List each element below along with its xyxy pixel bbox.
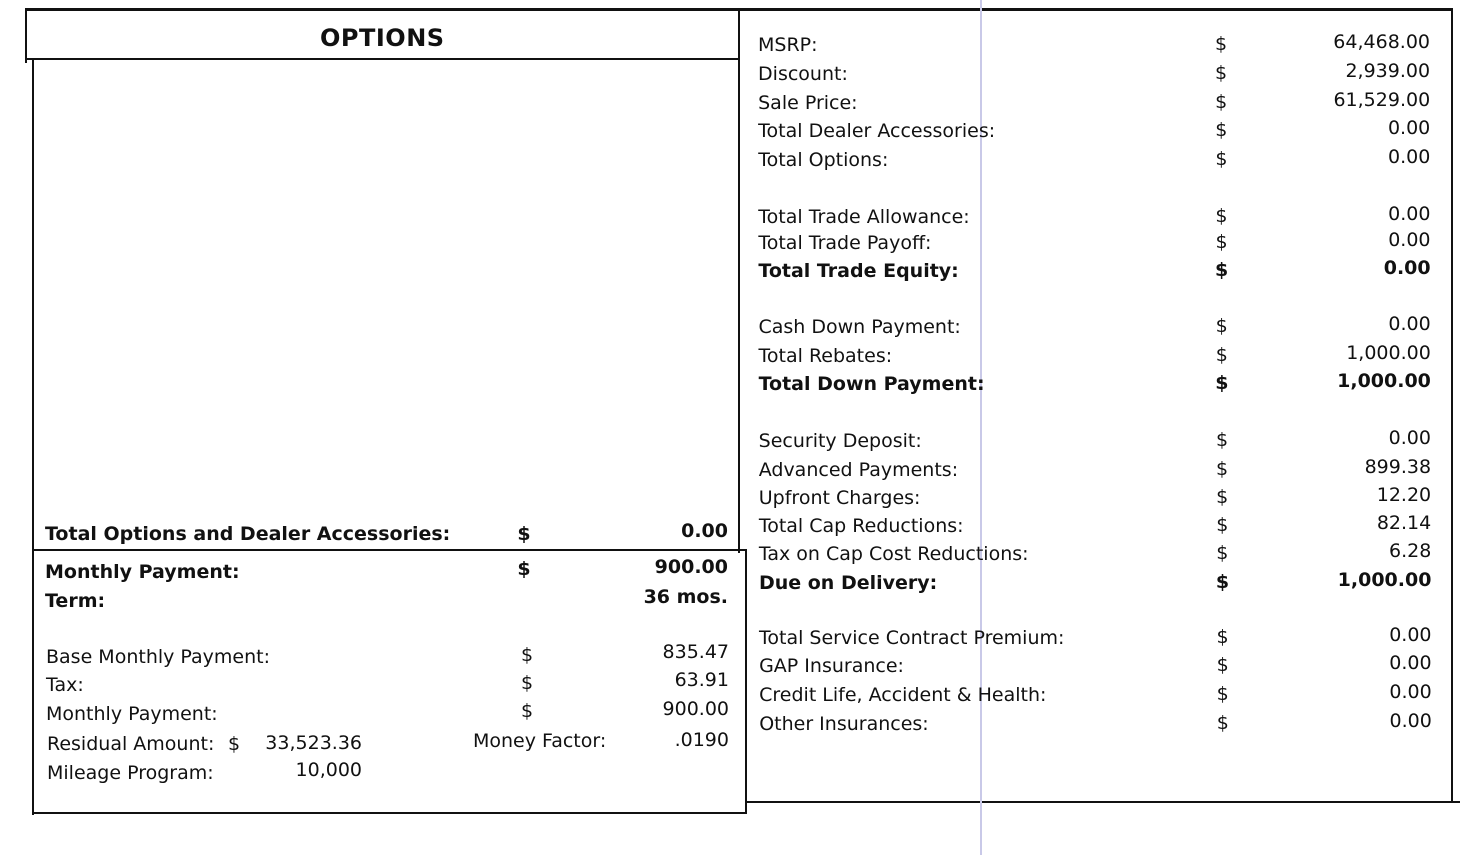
- outer-right-border: [1451, 8, 1453, 803]
- total-service-contract-premium-value: 0.00: [1389, 624, 1432, 646]
- options-total-value: 0.00: [681, 520, 728, 542]
- tax-on-cap-cost-reductions-value: 6.28: [1389, 540, 1432, 562]
- options-total-separator: [32, 549, 747, 551]
- credit-life-accident-health-label: Credit Life, Accident & Health:: [759, 684, 1047, 706]
- monthly-payment-breakdown-currency: $: [520, 700, 534, 722]
- mileage-program-label: Mileage Program:: [47, 762, 214, 784]
- total-options-label: Total Options:: [758, 149, 889, 171]
- total-down-payment-value: 1,000.00: [1337, 370, 1431, 392]
- msrp-currency: $: [1214, 33, 1228, 55]
- tax-label: Tax:: [46, 674, 84, 696]
- monthly-payment-currency: $: [517, 558, 531, 580]
- total-trade-equity-label: Total Trade Equity:: [758, 260, 959, 282]
- total-service-contract-premium-currency: $: [1216, 626, 1229, 648]
- total-down-payment-label: Total Down Payment:: [758, 373, 985, 395]
- total-trade-payoff-currency: $: [1215, 231, 1228, 253]
- cash-down-payment-currency: $: [1215, 315, 1228, 337]
- upfront-charges-currency: $: [1216, 486, 1229, 508]
- sale-price-value: 61,529.00: [1333, 89, 1431, 111]
- due-on-delivery-label: Due on Delivery:: [758, 572, 938, 594]
- total-cap-reductions-currency: $: [1216, 514, 1229, 536]
- gap-insurance-currency: $: [1216, 654, 1229, 676]
- credit-life-accident-health-value: 0.00: [1389, 681, 1432, 703]
- money-factor-value: .0190: [674, 729, 729, 751]
- total-trade-allowance-value: 0.00: [1388, 203, 1431, 225]
- cash-down-payment-label: Cash Down Payment:: [758, 316, 961, 338]
- gap-insurance-label: GAP Insurance:: [759, 655, 904, 677]
- term-value: 36 mos.: [643, 586, 728, 608]
- cash-down-payment-value: 0.00: [1388, 313, 1431, 335]
- security-deposit-label: Security Deposit:: [758, 430, 922, 452]
- advanced-payments-currency: $: [1216, 458, 1229, 480]
- monthly-payment-breakdown-label: Monthly Payment:: [46, 703, 218, 725]
- total-trade-allowance-label: Total Trade Allowance:: [758, 206, 970, 228]
- total-rebates-label: Total Rebates:: [758, 345, 893, 367]
- options-header-bottom: [25, 58, 738, 60]
- security-deposit-currency: $: [1215, 429, 1229, 451]
- total-trade-equity-value: 0.00: [1383, 257, 1431, 279]
- discount-value: 2,939.00: [1345, 60, 1431, 82]
- monthly-payment-value: 900.00: [654, 556, 728, 578]
- total-cap-reductions-value: 82.14: [1376, 512, 1432, 534]
- center-divider-lower: [745, 550, 747, 812]
- advanced-payments-value: 899.38: [1364, 456, 1432, 478]
- total-rebates-currency: $: [1215, 344, 1228, 366]
- residual-amount-value: 33,523.36: [265, 732, 362, 754]
- total-dealer-accessories-currency: $: [1215, 119, 1228, 141]
- residual-amount-label: Residual Amount:: [47, 733, 215, 755]
- upfront-charges-label: Upfront Charges:: [758, 487, 921, 509]
- due-on-delivery-currency: $: [1215, 571, 1230, 593]
- bottom-border-left: [32, 812, 747, 814]
- gap-insurance-value: 0.00: [1389, 652, 1432, 674]
- total-down-payment-currency: $: [1215, 372, 1229, 394]
- total-service-contract-premium-label: Total Service Contract Premium:: [759, 627, 1065, 649]
- total-options-value: 0.00: [1388, 146, 1431, 168]
- base-monthly-payment-label: Base Monthly Payment:: [46, 646, 271, 668]
- center-divider: [738, 8, 740, 553]
- money-factor-label: Money Factor:: [473, 730, 607, 752]
- outer-left-border-top: [25, 8, 27, 63]
- total-trade-allowance-currency: $: [1215, 205, 1228, 227]
- total-trade-equity-currency: $: [1215, 259, 1229, 281]
- total-dealer-accessories-value: 0.00: [1387, 117, 1431, 139]
- base-monthly-payment-value: 835.47: [662, 641, 729, 663]
- total-rebates-value: 1,000.00: [1346, 342, 1431, 364]
- total-trade-payoff-value: 0.00: [1388, 229, 1431, 251]
- msrp-value: 64,468.00: [1333, 31, 1430, 53]
- other-insurances-value: 0.00: [1389, 710, 1432, 732]
- options-total-label: Total Options and Dealer Accessories:: [45, 523, 451, 545]
- total-dealer-accessories-label: Total Dealer Accessories:: [758, 120, 996, 142]
- discount-label: Discount:: [758, 63, 848, 85]
- other-insurances-currency: $: [1216, 712, 1229, 734]
- residual-amount-currency: $: [227, 733, 241, 755]
- credit-life-accident-health-currency: $: [1216, 683, 1229, 705]
- bottom-border-right: [745, 801, 1460, 803]
- tax-currency: $: [520, 672, 534, 694]
- options-header: OPTIONS: [320, 24, 445, 52]
- sale-price-currency: $: [1215, 91, 1228, 113]
- discount-currency: $: [1215, 62, 1228, 84]
- term-label: Term:: [45, 590, 106, 612]
- total-cap-reductions-label: Total Cap Reductions:: [758, 515, 964, 537]
- base-monthly-payment-currency: $: [520, 644, 534, 666]
- monthly-payment-breakdown-value: 900.00: [662, 698, 729, 720]
- outer-left-border: [32, 60, 34, 815]
- upfront-charges-value: 12.20: [1376, 484, 1432, 506]
- monthly-payment-label: Monthly Payment:: [45, 561, 240, 583]
- sale-price-label: Sale Price:: [758, 92, 858, 114]
- security-deposit-value: 0.00: [1388, 427, 1431, 449]
- options-total-currency: $: [517, 523, 531, 545]
- tax-on-cap-cost-reductions-currency: $: [1216, 542, 1229, 564]
- other-insurances-label: Other Insurances:: [759, 713, 929, 735]
- tax-on-cap-cost-reductions-label: Tax on Cap Cost Reductions:: [758, 543, 1029, 565]
- mileage-program-value: 10,000: [295, 759, 362, 781]
- total-options-currency: $: [1215, 148, 1228, 170]
- tax-value: 63.91: [674, 669, 729, 691]
- msrp-label: MSRP:: [758, 34, 818, 56]
- due-on-delivery-value: 1,000.00: [1337, 569, 1432, 591]
- total-trade-payoff-label: Total Trade Payoff:: [758, 232, 932, 254]
- advanced-payments-label: Advanced Payments:: [758, 459, 959, 481]
